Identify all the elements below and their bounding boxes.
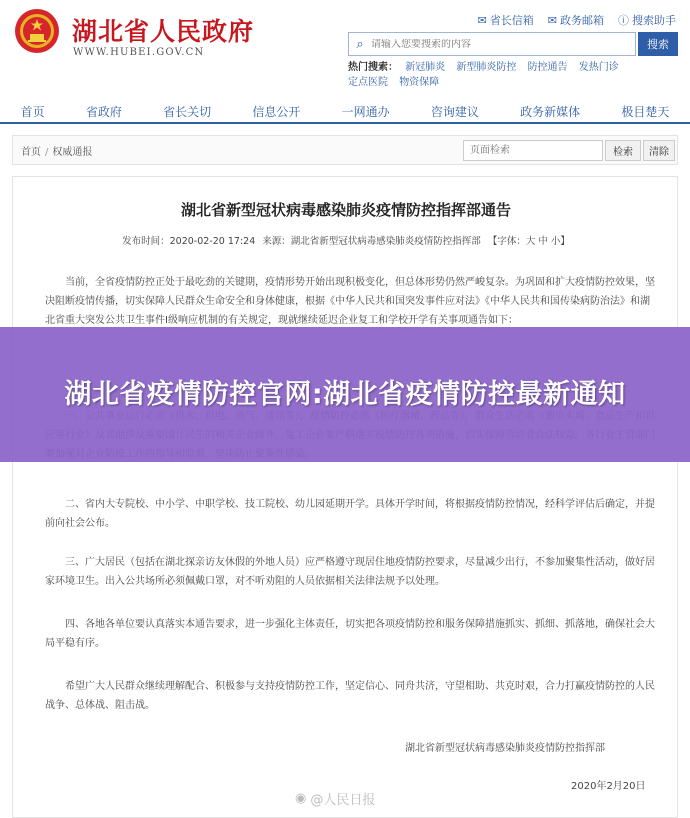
nav-item-consult[interactable]: 咨询建议 <box>430 104 479 119</box>
title-banner <box>0 327 690 462</box>
watermark <box>295 789 375 808</box>
top-link-gov-mail[interactable] <box>548 12 604 28</box>
hot-keyword[interactable]: 定点医院 <box>348 77 388 88</box>
breadcrumb-current[interactable]: 权威通报 <box>52 146 93 158</box>
top-link-label: 搜索助手 <box>632 14 676 27</box>
nav-item-jimu[interactable]: 极目楚天 <box>621 104 670 119</box>
breadcrumb-separator: / <box>45 146 49 158</box>
article-meta <box>13 233 679 247</box>
signature-org: 湖北省新型冠状病毒感染肺炎疫情防控指挥部 <box>405 743 605 754</box>
nav-item-services[interactable]: 一网通办 <box>341 104 390 119</box>
article <box>12 176 678 818</box>
article-paragraph: 当前，全省疫情防控正处于最吃劲的关键期，疫情形势开始出现积极变化，但总体形势仍然严峻复杂。为巩固和扩大疫情防控效果，坚决阻断疫情传播，切实保障人民群众生命安全和身体健康，根据《中华人民共和国突发事件应对法》《中华人民共和国传染病防治法》和湖北省重大突发公共卫生事件I级响应机制的有关规定，现就继续延迟企业复工和学校开学有关事项通告如下： <box>45 277 655 326</box>
top-links <box>478 12 676 28</box>
signature-date: 2020年2月20日 <box>571 781 646 792</box>
hot-search-label: 热门搜索： <box>348 62 398 73</box>
article-source: 来源：湖北省新型冠状病毒感染肺炎疫情防控指挥部 <box>262 236 481 247</box>
top-link-label: 省长信箱 <box>489 14 534 27</box>
nav-item-new-media[interactable]: 政务新媒体 <box>520 104 581 119</box>
weibo-icon: ◉ <box>295 791 307 806</box>
nav-item-governor[interactable]: 省长关切 <box>163 104 212 119</box>
hot-keyword[interactable]: 防控通告 <box>527 62 568 73</box>
inbox-icon: ✉ <box>547 13 557 27</box>
nav-item-gov[interactable]: 省政府 <box>85 104 122 119</box>
article-paragraph: 三、广大居民（包括在湖北探亲访友休假的外地人员）应严格遵守现居住地疫情防控要求，尽量减少出行，不参加聚集性活动，做好居家环境卫生。出入公共场所必须佩戴口罩，对不听劝阻的人员依据相关法律法规予以处理。 <box>45 557 655 587</box>
search-icon: ⌕ <box>356 36 364 52</box>
help-icon: ⓘ <box>618 14 629 27</box>
site-title[interactable]: 湖北省人民政府 <box>72 17 255 46</box>
breadcrumb <box>21 143 92 158</box>
hot-keyword[interactable]: 物资保障 <box>399 77 440 88</box>
hot-keyword[interactable]: 发热门诊 <box>578 62 619 73</box>
main-nav <box>0 100 690 124</box>
top-link-governor-mailbox[interactable] <box>478 12 534 28</box>
breadcrumb-home[interactable]: 首页 <box>21 146 41 158</box>
clear-button[interactable]: 清除 <box>643 140 675 161</box>
site-header <box>0 0 690 96</box>
hot-search <box>348 60 648 90</box>
article-title: 湖北省新型冠状病毒感染肺炎疫情防控指挥部通告 <box>180 201 511 219</box>
article-paragraph: 四、各地各单位要认真落实本通告要求，进一步强化主体责任，切实把各项疫情防控和服务保障措施抓实、抓细、抓落地，确保社会大局平稳有序。 <box>45 619 655 649</box>
breadcrumb-bar <box>12 135 678 165</box>
article-paragraph: 二、省内大专院校、中小学、中职学校、技工院校、幼儿园延期开学。具体开学时间，将根据疫情防控情况，经科学评估后确定，并提前向社会公布。 <box>45 499 655 529</box>
nav-item-disclosure[interactable]: 信息公开 <box>252 104 301 119</box>
watermark-text: @人民日报 <box>310 793 376 808</box>
hot-keyword[interactable]: 新型肺炎防控 <box>456 62 517 73</box>
retrieve-button[interactable]: 检索 <box>605 140 641 161</box>
search-input[interactable] <box>371 39 611 50</box>
font-size-control[interactable]: 【字体：大 中 小】 <box>487 236 570 247</box>
top-link-label: 政务邮箱 <box>560 14 604 27</box>
nav-item-home[interactable]: 首页 <box>20 104 45 119</box>
search-button[interactable]: 搜索 <box>638 32 678 56</box>
page-search-input[interactable] <box>463 140 603 161</box>
publish-time: 发布时间：2020-02-20 17:24 <box>122 236 256 247</box>
search-box <box>348 32 636 56</box>
mail-icon: ✉ <box>477 13 487 27</box>
national-emblem-icon <box>14 8 60 54</box>
article-paragraph: 希望广大人民群众继续理解配合、积极参与支持疫情防控工作，坚定信心、同舟共济，守望相助、共克时艰，合力打赢疫情防控的人民战争、总体战、阻击战。 <box>45 681 655 711</box>
top-link-search-assistant[interactable] <box>618 12 676 28</box>
site-url: WWW.HUBEI.GOV.CN <box>73 47 205 58</box>
banner-title: 湖北省疫情防控官网:湖北省疫情防控最新通知 <box>64 378 626 410</box>
hot-keyword[interactable]: 新冠肺炎 <box>405 62 446 73</box>
